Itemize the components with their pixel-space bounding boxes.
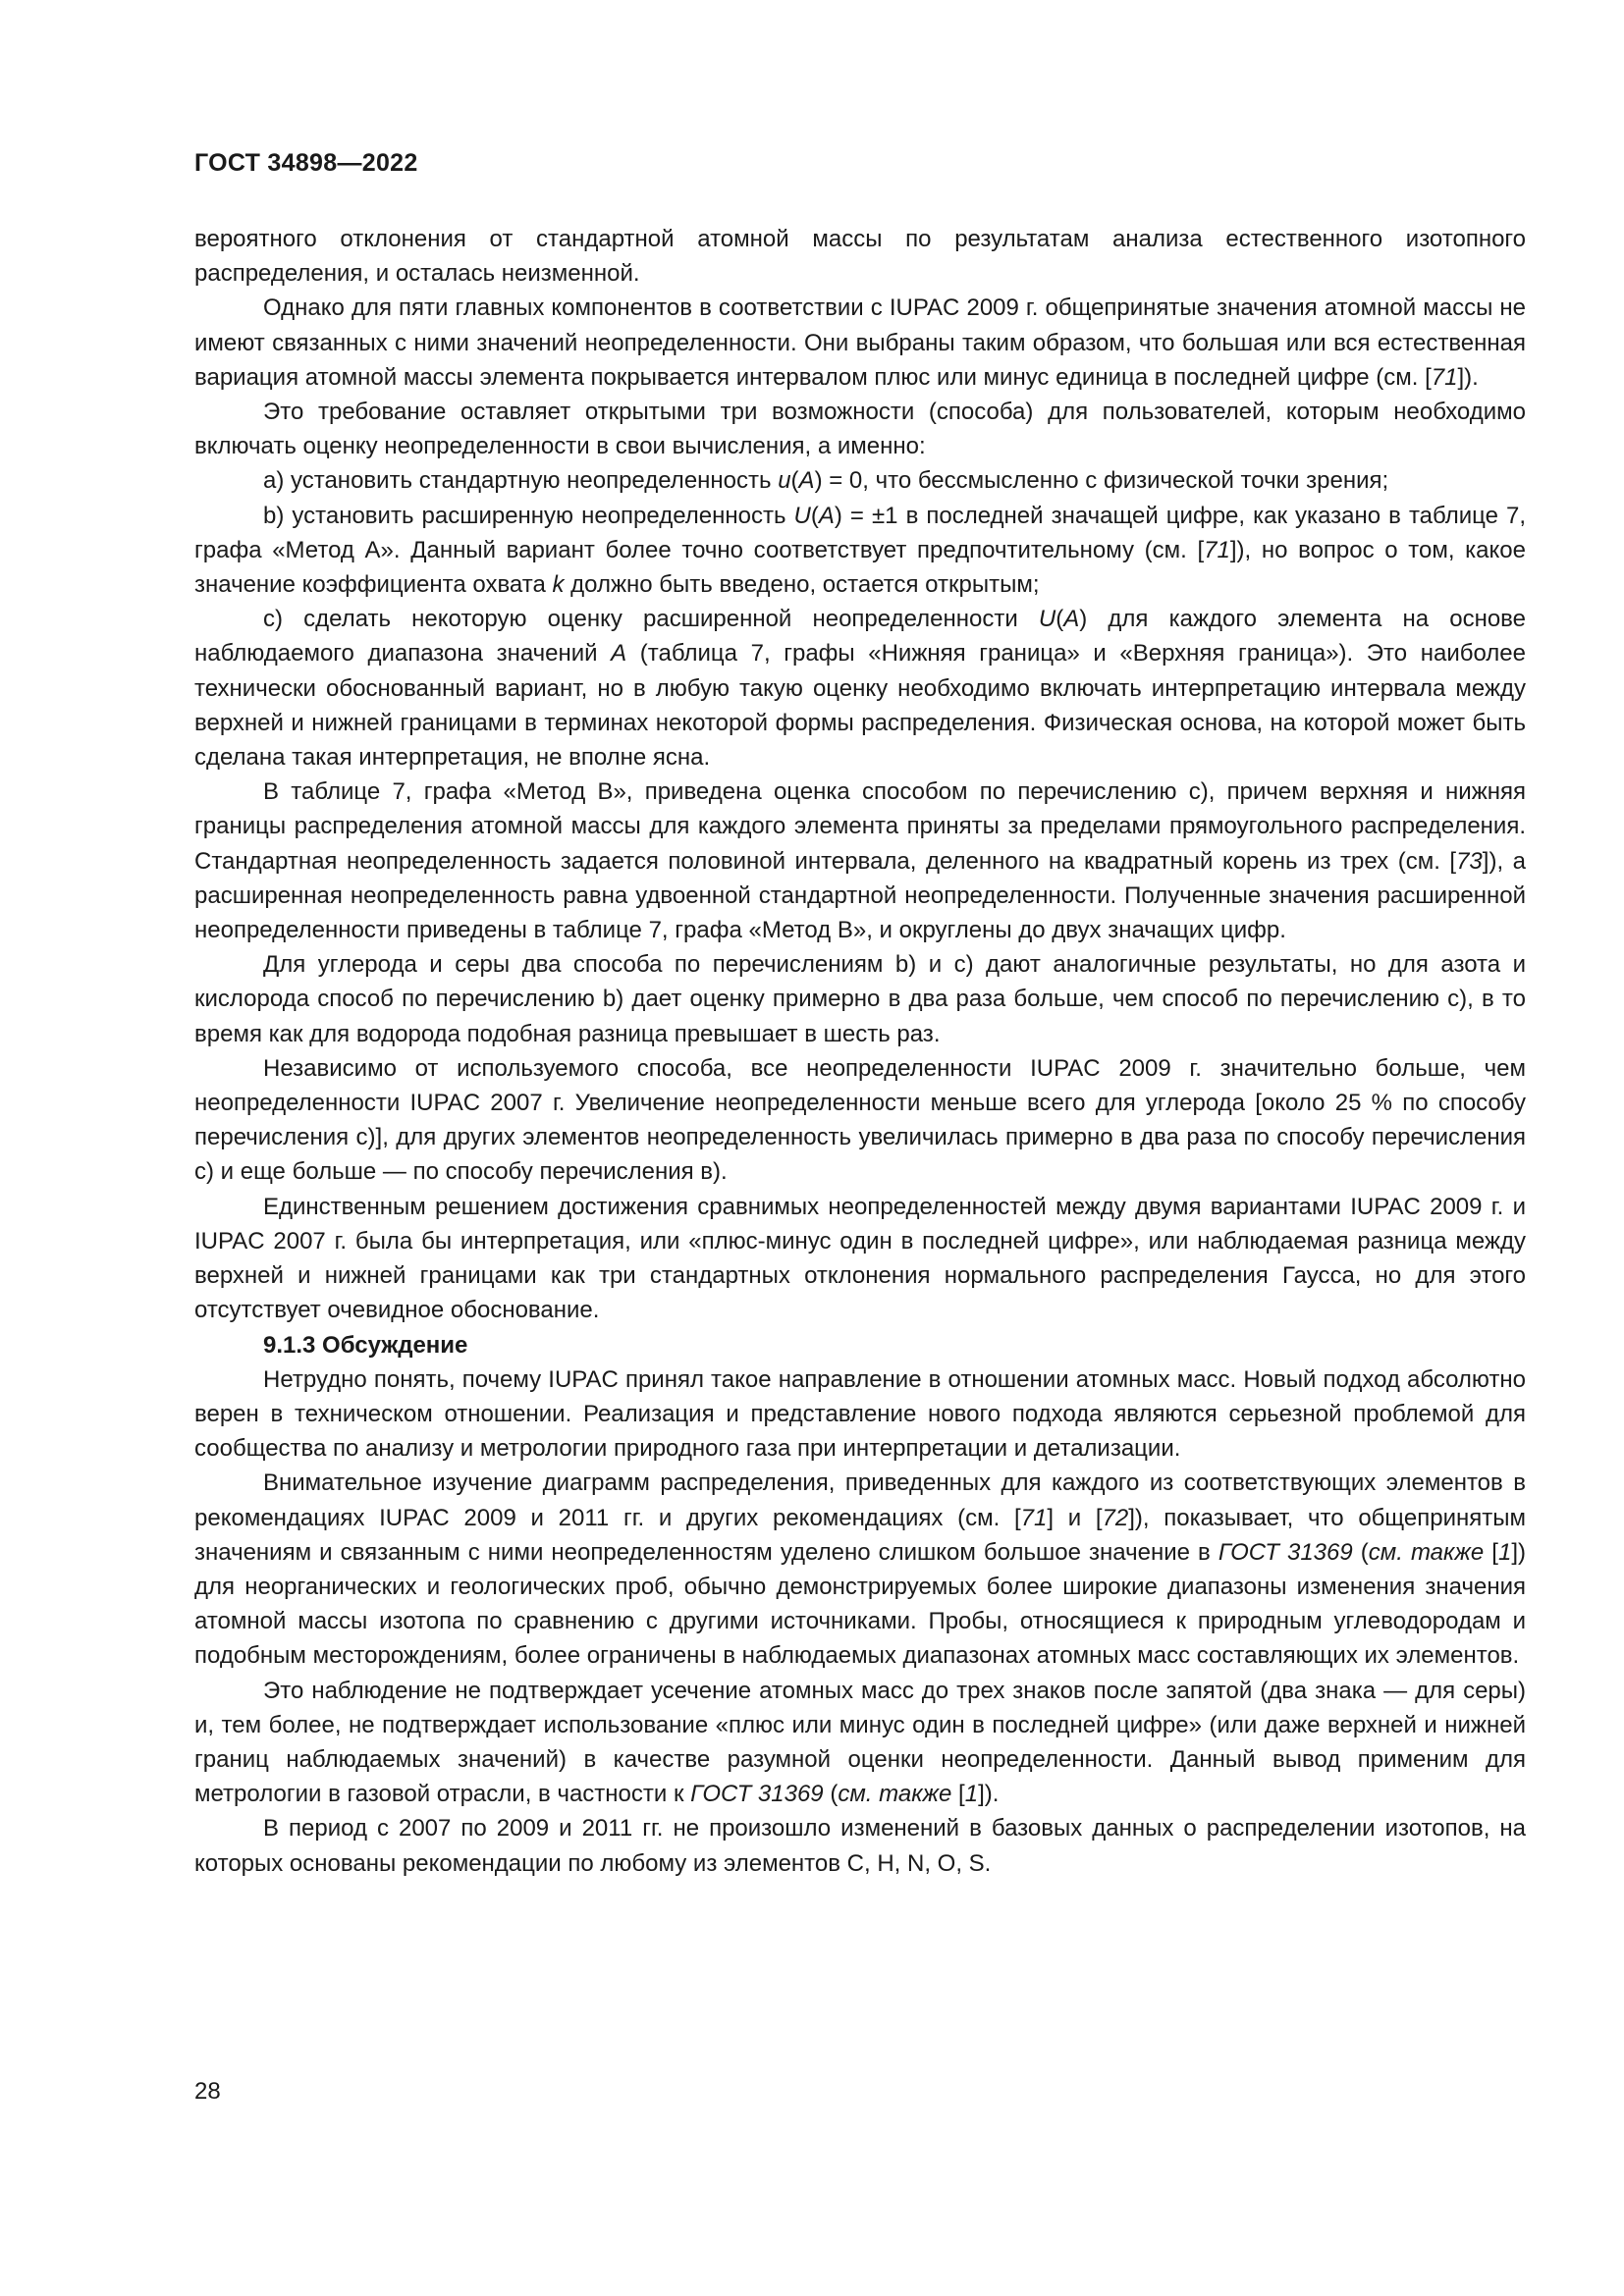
paragraph-9: Внимательное изучение диаграмм распределения, приведенных для каждого из соответствующих элементов в рекомендациях IUPAC 2009 и 2011 гг. и других рекомендациях (см. [71] и [72]), показывает, что общепринятым значениям и связанным с ними неопределенностям уделено слишком большое значение в ГОСТ 31369 (см. также [1]) для неорганических и геологических проб, обычно демонстрируемых более широкие диапазоны изменения значения атомной массы изотопа по сравнению с другими источниками. Пробы, относящиеся к природным углеводородам и подобным месторождениям, более ограничены в наблюдаемых диапазонах атомных масс составляющих их элементов. <box>194 1469 1526 1670</box>
document-header: ГОСТ 34898—2022 <box>194 149 418 177</box>
section-heading: 9.1.3 Обсуждение <box>263 1331 468 1359</box>
reference: 1 <box>964 1781 979 1808</box>
paragraph-1: вероятного отклонения от стандартной атомной массы по результатам анализа естественного изотопного распределения, и осталась неизменной. <box>194 226 1526 288</box>
list-item-c: c) сделать некоторую оценку расширенной неопределенности U(A) для каждого элемента на основе наблюдаемого диапазона значений A (таблица 7, графы «Нижняя граница» и «Верхняя граница»). Это наиболее технически обоснованный вариант, но в любую такую оценку необходимо включать интерпретацию интервала между верхней и нижней границами в терминах некоторой формы распределения. Физическая основа, на которой может быть сделана такая интерпретация, не вполне ясна. <box>194 606 1526 772</box>
paragraph-11: В период с 2007 по 2009 и 2011 гг. не произошло изменений в базовых данных о распределении изотопов, на которых основаны рекомендации по любому из элементов C, H, N, O, S. <box>194 1815 1526 1877</box>
standard-reference: ГОСТ 31369 <box>690 1781 824 1808</box>
reference: 71 <box>1431 363 1458 391</box>
paragraph-4: В таблице 7, графа «Метод В», приведена оценка способом по перечислению c), причем верхняя и нижняя границы распределения атомной массы для каждого элемента приняты за пределами прямоугольного распределения. Стандартная неопределенность задается половиной интервала, деленного на квадратный корень из трех (см. [73]), а расширенная неопределенность равна удвоенной стандартной неопределенности. Полученные значения расширенной неопределенности приведены в таблице 7, графа «Метод В», и округлены до двух значащих цифр. <box>194 778 1526 944</box>
reference: 73 <box>1456 847 1483 875</box>
list-item-b: b) установить расширенную неопределенность U(A) = ±1 в последней значащей цифре, как указано в таблице 7, графа «Метод А». Данный вариант более точно соответствует предпочтительному (см. [71]), но вопрос о том, какое значение коэффициента охвата k должно быть введено, остается открытым; <box>194 502 1526 599</box>
reference: 72 <box>1102 1504 1129 1531</box>
standard-reference: ГОСТ 31369 <box>1218 1538 1353 1566</box>
document-body <box>194 222 1526 1881</box>
reference: 1 <box>1497 1538 1512 1566</box>
paragraph-5: Для углерода и серы два способа по перечислениям b) и c) дают аналогичные результаты, но для азота и кислорода способ по перечислению b) дает оценку примерно в два раза больше, чем способ по перечислению c), в то время как для водорода подобная разница превышает в шесть раз. <box>194 951 1526 1047</box>
paragraph-7: Единственным решением достижения сравнимых неопределенностей между двумя вариантами IUPAC 2009 г. и IUPAC 2007 г. была бы интерпретация, или «плюс-минус один в последней цифре», или наблюдаемая разница между верхней и нижней границами как три стандартных отклонения нормального распределения Гаусса, но для этого отсутствует очевидное обоснование. <box>194 1193 1526 1324</box>
paragraph-2: Однако для пяти главных компонентов в соответствии с IUPAC 2009 г. общепринятые значения атомной массы не имеют связанных с ними значений неопределенности. Они выбраны таким образом, что большая или вся естественная вариация атомной массы элемента покрывается интервалом плюс или минус единица в последней цифре (см. [71]). <box>194 294 1526 391</box>
reference: 71 <box>1020 1504 1048 1531</box>
page-number: 28 <box>194 2078 221 2105</box>
list-item-a: a) установить стандартную неопределенность u(A) = 0, что бессмысленно с физической точки зрения; <box>263 467 1389 495</box>
paragraph-8: Нетрудно понять, почему IUPAC принял такое направление в отношении атомных масс. Новый подход абсолютно верен в техническом отношении. Реализация и представление нового подхода являются серьезной проблемой для сообщества по анализу и метрологии природного газа при интерпретации и детализации. <box>194 1365 1526 1463</box>
paragraph-10: Это наблюдение не подтверждает усечение атомных масс до трех знаков после запятой (два знака — для серы) и, тем более, не подтверждает использование «плюс или минус один в последней цифре» (или даже верхней и нижней границ наблюдаемых значений) в качестве разумной оценки неопределенности. Данный вывод применим для метрологии в газовой отрасли, в частности к ГОСТ 31369 (см. также [1]). <box>194 1677 1526 1808</box>
paragraph-6: Независимо от используемого способа, все неопределенности IUPAC 2009 г. значительно больше, чем неопределенности IUPAC 2007 г. Увеличение неопределенности меньше всего для углерода [около 25 % по способу перечисления c)], для других элементов неопределенность увеличилась примерно в два раза по способу перечисления c) и еще больше — по способу перечисления в). <box>194 1054 1526 1186</box>
paragraph-3: Это требование оставляет открытыми три возможности (способа) для пользователей, которым необходимо включать оценку неопределенности в свои вычисления, а именно: <box>194 399 1526 460</box>
reference: 71 <box>1204 536 1230 563</box>
